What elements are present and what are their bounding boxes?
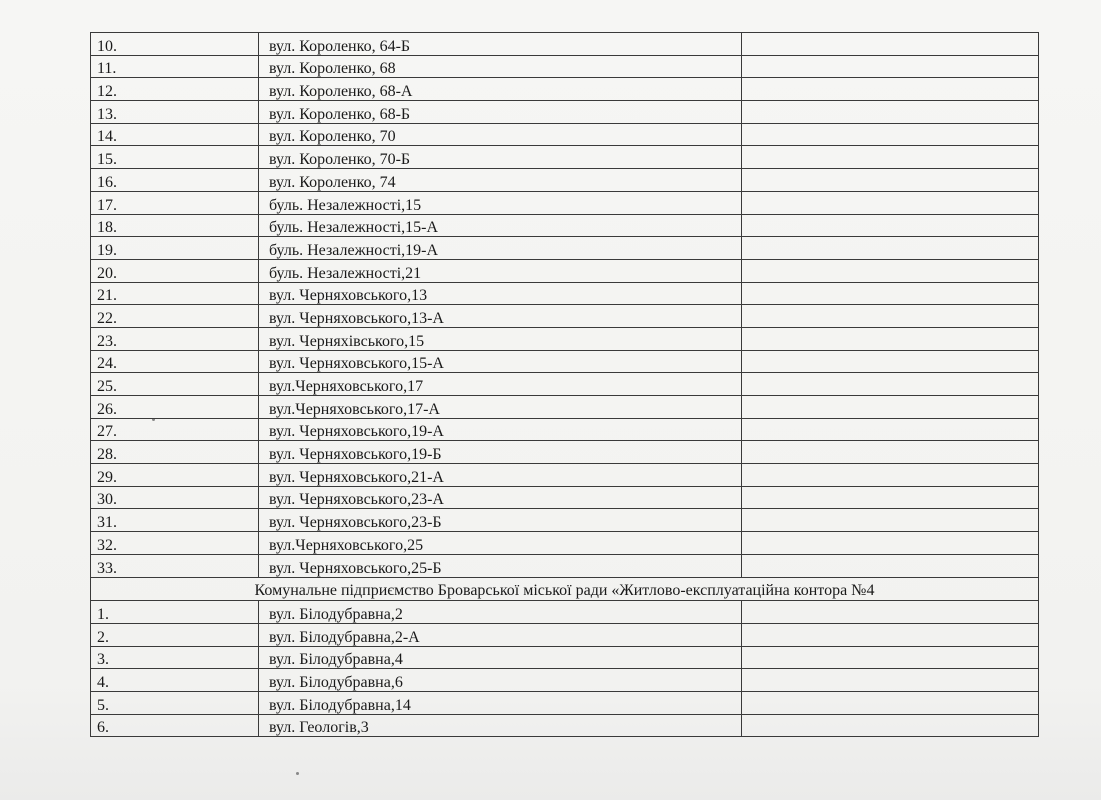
row-address: вул. Геологів,3: [259, 714, 742, 737]
row-number: 2.: [91, 623, 259, 646]
row-number: 28.: [91, 441, 259, 464]
row-address: вул. Черняховського,21-А: [259, 464, 742, 487]
table-row: [91, 55, 1039, 78]
row-address: вул.Черняховського,17-А: [259, 396, 742, 419]
row-empty-cell: [742, 601, 1039, 624]
row-address: вул. Короленко, 70: [259, 123, 742, 146]
address-table: [90, 32, 1039, 737]
row-empty-cell: [742, 282, 1039, 305]
table-row: [91, 464, 1039, 487]
table-row: [91, 146, 1039, 169]
row-empty-cell: [742, 646, 1039, 669]
table-body-part1: [91, 33, 1039, 578]
row-number: 15.: [91, 146, 259, 169]
table-row: [91, 169, 1039, 192]
row-address: вул. Короленко, 70-Б: [259, 146, 742, 169]
row-empty-cell: [742, 146, 1039, 169]
row-number: 14.: [91, 123, 259, 146]
table-row: [91, 441, 1039, 464]
section-header-row: [91, 577, 1039, 601]
table-row: [91, 373, 1039, 396]
row-address: вул. Короленко, 64-Б: [259, 33, 742, 56]
table-row: [91, 691, 1039, 714]
row-number: 12.: [91, 78, 259, 101]
row-number: 13.: [91, 101, 259, 124]
row-number: 21.: [91, 282, 259, 305]
table-row: [91, 214, 1039, 237]
row-number: 22.: [91, 305, 259, 328]
row-number: 20.: [91, 259, 259, 282]
row-empty-cell: [742, 237, 1039, 260]
row-number: 16.: [91, 169, 259, 192]
row-address: вул. Короленко, 68: [259, 55, 742, 78]
row-address: вул. Черняховського,25-Б: [259, 554, 742, 577]
row-number: 24.: [91, 350, 259, 373]
row-address: вул. Короленко, 68-Б: [259, 101, 742, 124]
table-row: [91, 305, 1039, 328]
row-number: 11.: [91, 55, 259, 78]
row-address: вул. Черняховського,19-А: [259, 418, 742, 441]
table-row: [91, 669, 1039, 692]
table-row: [91, 396, 1039, 419]
row-empty-cell: [742, 691, 1039, 714]
row-address: вул. Білодубравна,4: [259, 646, 742, 669]
table-row: [91, 350, 1039, 373]
table-row: [91, 623, 1039, 646]
row-number: 30.: [91, 486, 259, 509]
row-empty-cell: [742, 418, 1039, 441]
row-address: вул. Короленко, 74: [259, 169, 742, 192]
table-row: [91, 418, 1039, 441]
table-row: [91, 259, 1039, 282]
row-number: 17.: [91, 191, 259, 214]
row-number: 1.: [91, 601, 259, 624]
row-number: 18.: [91, 214, 259, 237]
table-row: [91, 646, 1039, 669]
row-number: 6.: [91, 714, 259, 737]
row-address: вул. Черняховського,19-Б: [259, 441, 742, 464]
table-row: [91, 101, 1039, 124]
scan-speck: [296, 772, 299, 775]
row-address: вул. Білодубравна,2: [259, 601, 742, 624]
row-empty-cell: [742, 464, 1039, 487]
section-header: Комунальне підприємство Броварської міської ради «Житлово-експлуатаційна контора №4: [91, 577, 1039, 601]
row-number: 25.: [91, 373, 259, 396]
row-number: 5.: [91, 691, 259, 714]
row-address: вул. Черняховського,15-А: [259, 350, 742, 373]
row-empty-cell: [742, 554, 1039, 577]
row-empty-cell: [742, 441, 1039, 464]
row-number: 19.: [91, 237, 259, 260]
row-address: вул. Білодубравна,14: [259, 691, 742, 714]
row-number: 3.: [91, 646, 259, 669]
row-address: вул. Білодубравна,6: [259, 669, 742, 692]
row-number: 32.: [91, 532, 259, 555]
row-empty-cell: [742, 350, 1039, 373]
row-address: буль. Незалежності,19-А: [259, 237, 742, 260]
row-address: буль. Незалежності,15: [259, 191, 742, 214]
table-row: [91, 78, 1039, 101]
row-empty-cell: [742, 259, 1039, 282]
row-empty-cell: [742, 623, 1039, 646]
row-number: 26.: [91, 396, 259, 419]
table-row: [91, 601, 1039, 624]
row-empty-cell: [742, 214, 1039, 237]
row-empty-cell: [742, 33, 1039, 56]
row-empty-cell: [742, 123, 1039, 146]
row-address: вул.Черняховського,17: [259, 373, 742, 396]
row-empty-cell: [742, 191, 1039, 214]
row-address: вул. Черняхівського,15: [259, 327, 742, 350]
row-empty-cell: [742, 169, 1039, 192]
row-empty-cell: [742, 486, 1039, 509]
table-row: [91, 282, 1039, 305]
table-section: [91, 577, 1039, 601]
row-address: вул. Черняховського,13-А: [259, 305, 742, 328]
table-row: [91, 532, 1039, 555]
row-empty-cell: [742, 327, 1039, 350]
table-row: [91, 33, 1039, 56]
row-empty-cell: [742, 532, 1039, 555]
row-address: вул. Короленко, 68-А: [259, 78, 742, 101]
row-address: вул.Черняховського,25: [259, 532, 742, 555]
row-number: 4.: [91, 669, 259, 692]
row-empty-cell: [742, 101, 1039, 124]
row-empty-cell: [742, 373, 1039, 396]
row-address: вул. Черняховського,23-А: [259, 486, 742, 509]
row-number: 23.: [91, 327, 259, 350]
row-address: вул. Черняховського,23-Б: [259, 509, 742, 532]
row-number: 31.: [91, 509, 259, 532]
table-row: [91, 509, 1039, 532]
row-empty-cell: [742, 669, 1039, 692]
row-empty-cell: [742, 396, 1039, 419]
row-address: буль. Незалежності,15-А: [259, 214, 742, 237]
table-row: [91, 123, 1039, 146]
row-address: вул. Білодубравна,2-А: [259, 623, 742, 646]
table-row: [91, 554, 1039, 577]
row-number: 33.: [91, 554, 259, 577]
table-row: [91, 237, 1039, 260]
row-empty-cell: [742, 55, 1039, 78]
row-empty-cell: [742, 305, 1039, 328]
row-number: 29.: [91, 464, 259, 487]
table-body-part2: [91, 601, 1039, 737]
row-empty-cell: [742, 78, 1039, 101]
row-address: вул. Черняховського,13: [259, 282, 742, 305]
row-empty-cell: [742, 714, 1039, 737]
row-address: буль. Незалежності,21: [259, 259, 742, 282]
row-number: 27.: [91, 418, 259, 441]
table-row: [91, 327, 1039, 350]
table-row: [91, 714, 1039, 737]
table-row: [91, 191, 1039, 214]
row-number: 10.: [91, 33, 259, 56]
row-empty-cell: [742, 509, 1039, 532]
table-row: [91, 486, 1039, 509]
